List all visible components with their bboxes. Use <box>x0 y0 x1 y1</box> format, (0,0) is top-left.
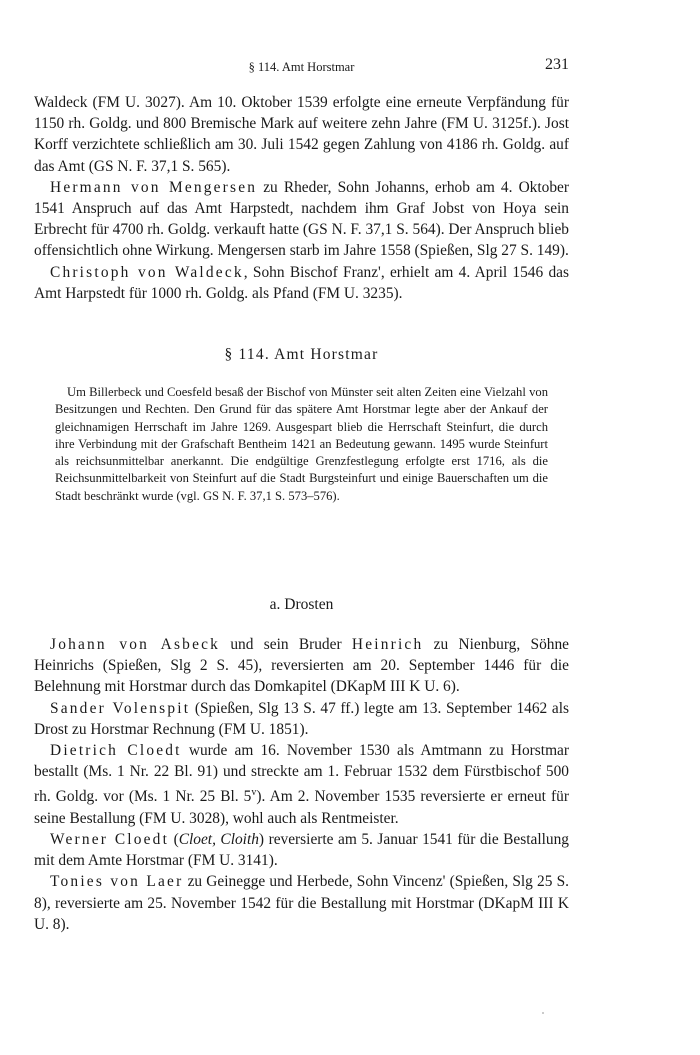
person-name: Hermann von Mengersen <box>50 178 258 196</box>
paragraph-text: wurde am 16. November 1530 als Amtmann zu Horstmar bestallt (Ms. 1 Nr. 22 Bl. 91) und streckte am 1. Februar 1532 dem Fürstbischof 500 rh. Goldg. vor (Ms. 1 Nr. 25 Bl. 5 <box>34 742 569 806</box>
page-number: 231 <box>545 56 569 73</box>
intro-paragraph: Um Billerbeck und Coesfeld besaß der Bischof von Münster seit alten Zeiten eine Vielzahl von Besitzungen und Rechten. Den Grund für das spätere Amt Horstmar legte aber der Ankauf der gleichnamigen Herrschaft im Jahre 1269. Ausgespart blieb die Herrschaft Steinfurt, die durch ihre Verbindung mit der Grafschaft Bentheim 1421 an Bedeutung gewann. 1495 wurde Steinfurt als reichsunmittelbar anerkannt. Die endgültige Grenzfestlegung erfolgte erst 1716, als die Reichsunmittelbarkeit von Steinfurt auf die Stadt Burgsteinfurt und einige Bauerschaften um die Stadt beschränkt wurde (vgl. GS N. F. 37,1 S. 573–576). <box>55 385 548 503</box>
paragraph-text: und sein Bruder <box>220 636 352 653</box>
person-name: Sander Volenspit <box>50 699 191 717</box>
paragraph-text: ) reversierte am 5. Januar 1541 für die Bestallung mit dem Amte Horstmar (FM U. 3141). <box>34 830 570 870</box>
name-variant: Cloet, Cloith <box>178 830 259 848</box>
paragraph-mengersen <box>34 177 569 262</box>
drosten-list <box>34 634 569 935</box>
paragraph-text: zu Nienburg, Söhne Heinrichs (Spießen, Slg 2 S. 45), reversierten am 20. September 1446 für die Belehnung mit Horstmar durch das Domkapitel (DKapM III K U. 6). <box>34 636 569 696</box>
paragraph-text: zu Rheder, Sohn Johanns, erhob am 4. Oktober 1541 Anspruch auf das Amt Harpstedt, nachdem ihm Graf Jobst von Hoya sein Erbrecht für 4700 rh. Goldg. verkauft hatte (GS N. F. 37,1 S. 564). Der Anspruch blieb offensichtlich ohne Wirkung. Mengersen starb im Jahre 1558 (Spießen, Slg 27 S. 149). <box>34 178 569 260</box>
running-head-title: § 114. Amt Horstmar <box>248 60 355 74</box>
person-name: Werner Cloedt <box>50 830 170 848</box>
paragraph-text: (Spießen, Slg 13 S. 47 ff.) legte am 13. September 1462 als Drost zu Horstmar Rechnung (FM U. 1851). <box>34 699 569 738</box>
sub-heading-drosten: a. Drosten <box>269 596 334 613</box>
paragraph-waldeck: Waldeck (FM U. 3027). Am 10. Oktober 1539 erfolgte eine erneute Verpfändung für 1150 rh. Goldg. und 800 Bremische Mark auf weitere zehn Jahre (FM U. 3125f.). Jost Korff verzichtete schließlich am 30. Juli 1542 gegen Zahlung von 4186 rh. Goldg. auf das Amt (GS N. F. 37,1 S. 565). <box>34 94 569 175</box>
person-name: Christoph von Waldeck <box>50 263 244 281</box>
person-name: Johann von Asbeck <box>50 636 221 653</box>
body-text-top <box>34 92 569 304</box>
intro-block <box>55 384 548 505</box>
superscript: v <box>251 787 257 799</box>
person-name: Dietrich Cloedt <box>50 742 182 760</box>
paper-speck <box>542 1012 544 1014</box>
person-name: Tonies von Laer <box>50 873 184 891</box>
section-heading: § 114. Amt Horstmar <box>224 346 379 363</box>
drosten-entry-dietrich-cloedt <box>34 740 569 829</box>
paragraph-text: zu Geinegge und Herbede, Sohn Vincenz' (Spießen, Slg 25 S. 8), reversierte am 25. November 1542 für die Bestallung mit Horstmar (DKapM III K U. 8). <box>34 873 569 933</box>
running-head <box>34 56 569 76</box>
person-name: Heinrich <box>351 636 424 653</box>
paragraph-christoph <box>34 262 569 304</box>
drosten-entry-volenspit <box>34 698 569 740</box>
drosten-entry-laer <box>34 871 569 935</box>
paragraph-text: ). Am 2. November 1535 reversierte er erneut für seine Bestallung (FM U. 3028), wohl auch als Rentmeister. <box>34 788 569 827</box>
paragraph-text: , Sohn Bischof Franz', erhielt am 4. April 1546 das Amt Harpstedt für 1000 rh. Goldg. als Pfand (FM U. 3235). <box>34 263 569 302</box>
drosten-entry-werner-cloedt <box>34 829 569 871</box>
paragraph-text: ( <box>169 830 179 848</box>
drosten-entry-asbeck <box>34 634 569 698</box>
